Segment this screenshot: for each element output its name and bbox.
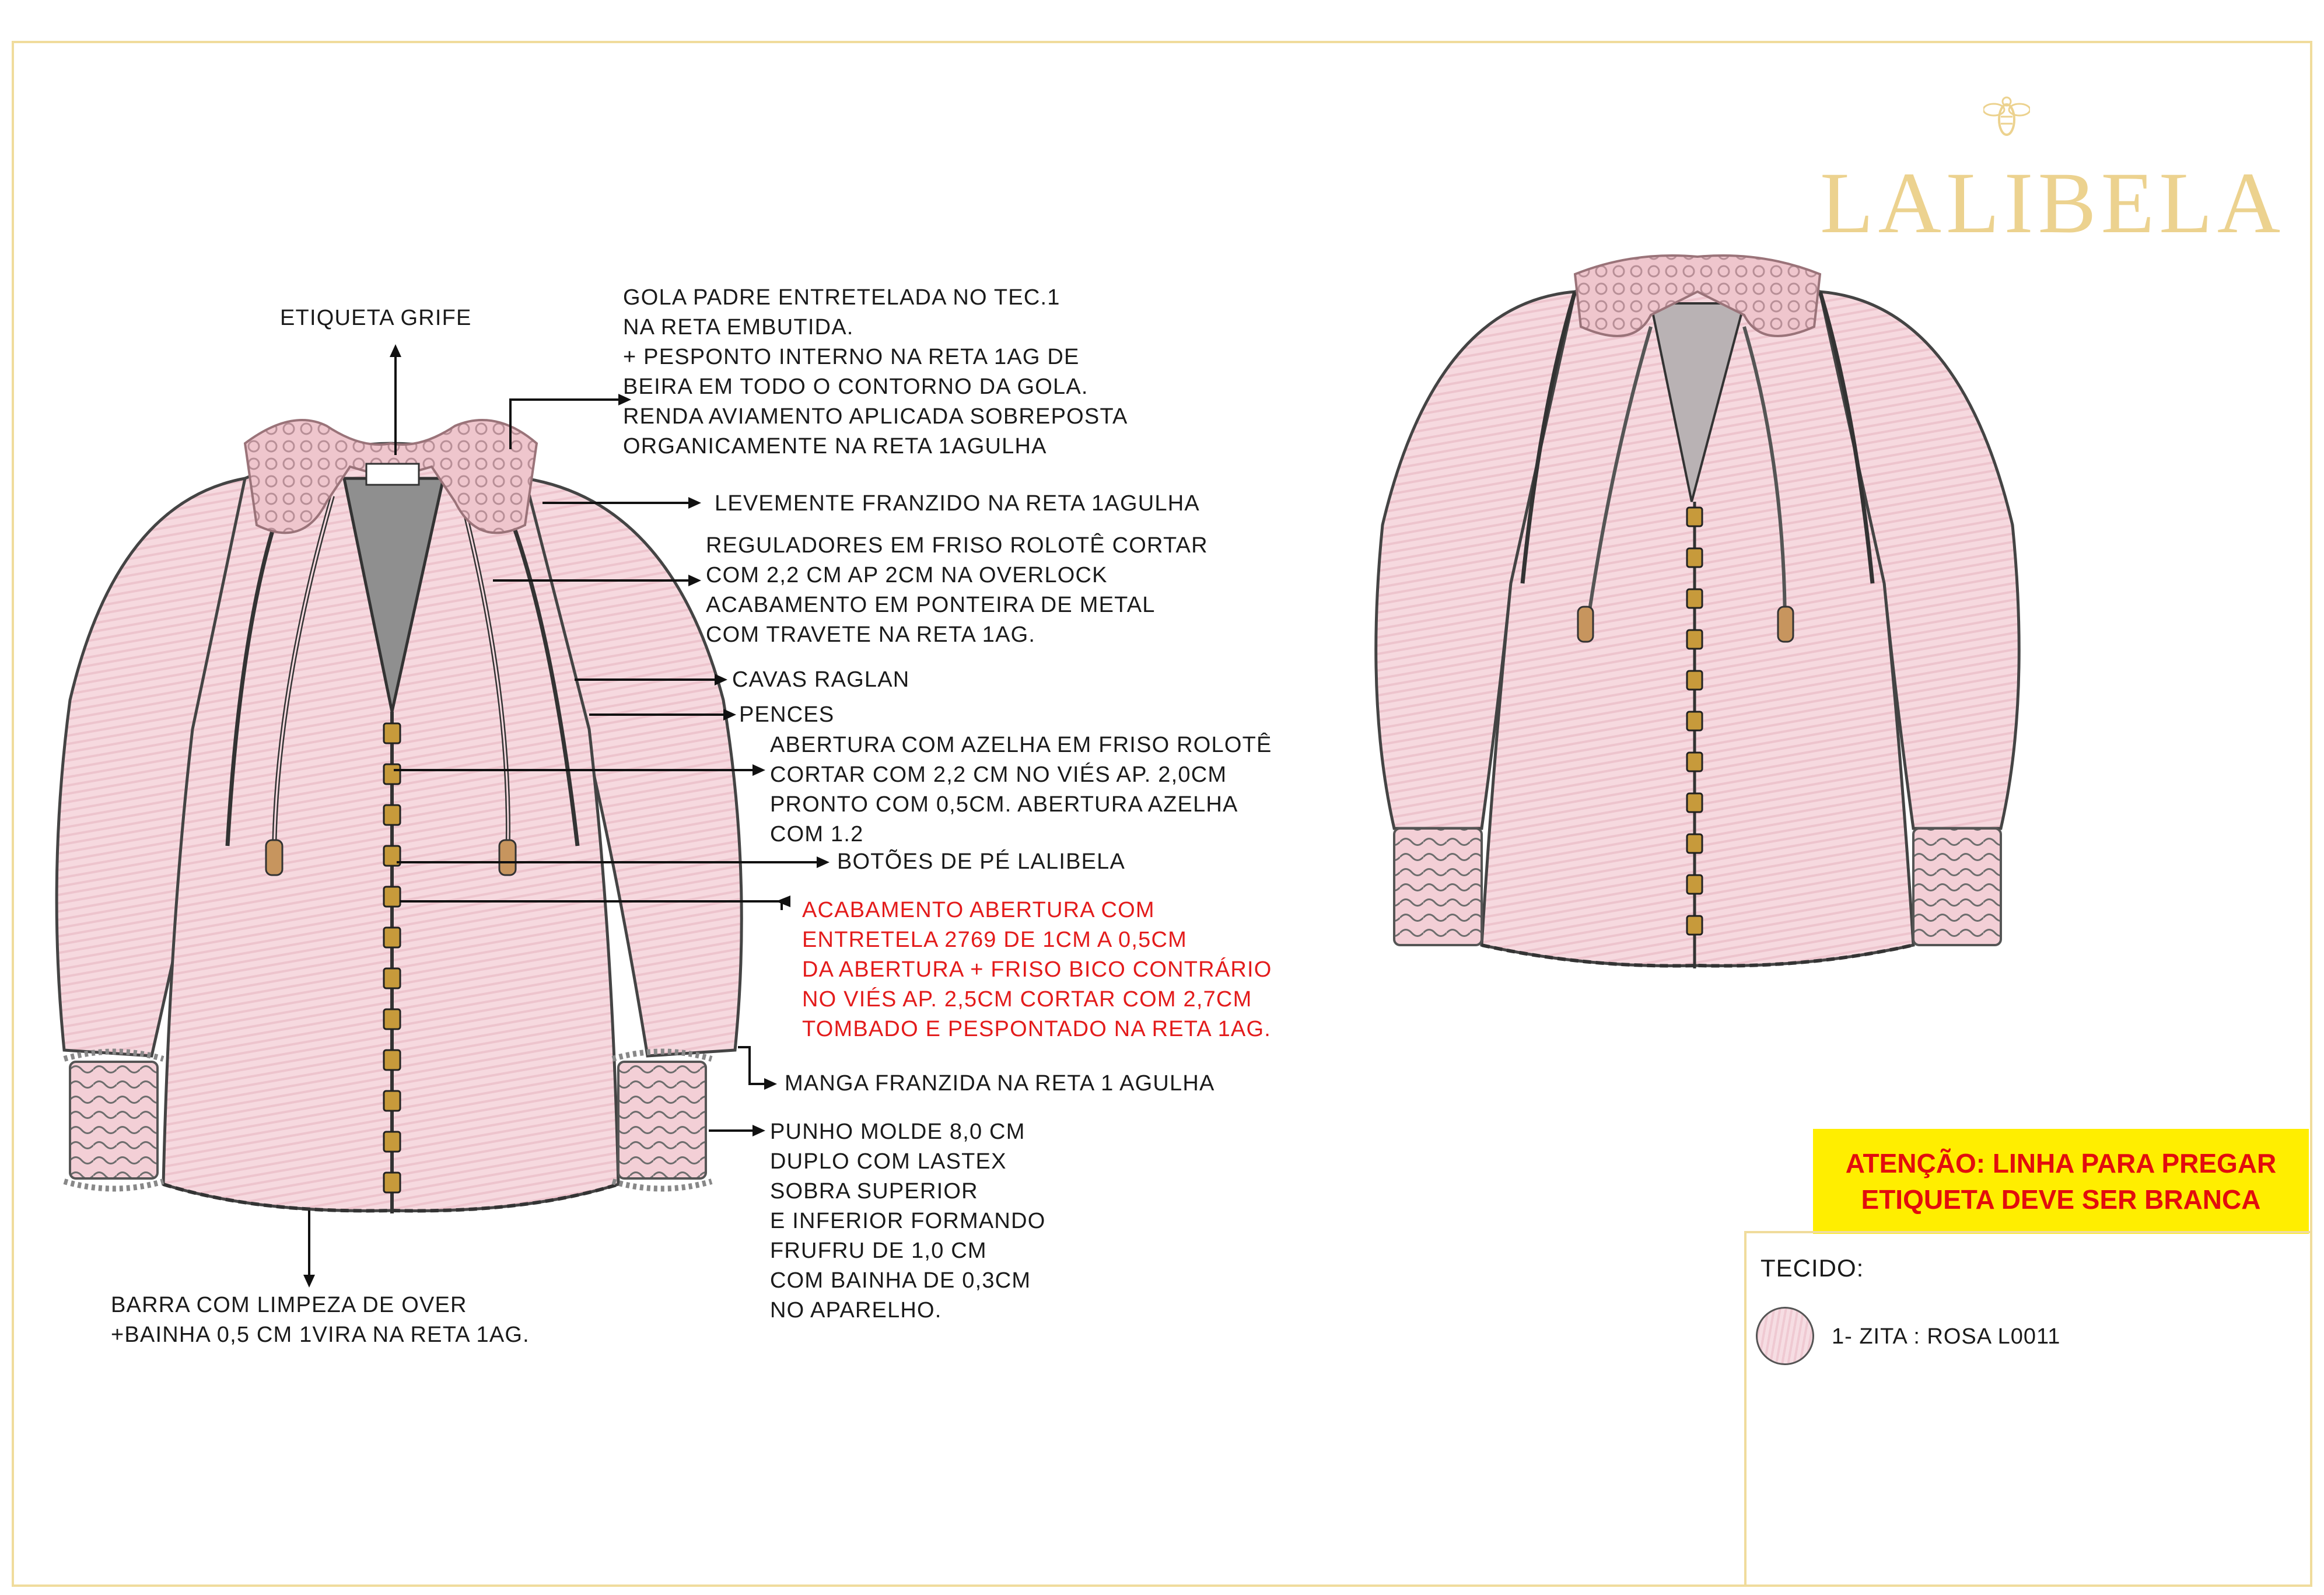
note-etiqueta-grife: ETIQUETA GRIFE bbox=[280, 306, 472, 330]
tecido-panel bbox=[1744, 1231, 2312, 1587]
back-right-cuff bbox=[1913, 828, 2001, 945]
warning-line-1: ATENÇÃO: LINHA PARA PREGAR bbox=[1845, 1148, 2277, 1178]
fabric-name: 1- ZITA : ROSA L0011 bbox=[1832, 1324, 2061, 1349]
note-cavas: CAVAS RAGLAN bbox=[732, 667, 910, 692]
note-pences: PENCES bbox=[739, 702, 835, 727]
warning-box bbox=[1813, 1129, 2309, 1234]
aglet-right bbox=[499, 840, 516, 875]
right-cuff bbox=[618, 1062, 706, 1178]
blouse-front bbox=[57, 420, 741, 1213]
note-acabamento: ACABAMENTO ABERTURA COM ENTRETELA 2769 DE 1CM A 0,5CM DA ABERTURA + FRISO BICO CONTRÁRIO NO VIÉS AP. 2,5CM CORTAR COM 2,7CM TOMBADO E PESPONTADO NA RETA 1AG. bbox=[802, 898, 1272, 1041]
note-barra: BARRA COM LIMPEZA DE OVER +BAINHA 0,5 CM 1VIRA NA RETA 1AG. bbox=[111, 1293, 530, 1347]
left-cuff bbox=[70, 1062, 158, 1178]
fabric-swatch bbox=[1756, 1307, 1814, 1365]
blouse-back bbox=[1376, 256, 2020, 968]
note-manga: MANGA FRANZIDA NA RETA 1 AGULHA bbox=[785, 1071, 1215, 1096]
warning-line-2: ETIQUETA DEVE SER BRANCA bbox=[1861, 1184, 2261, 1215]
note-punho: PUNHO MOLDE 8,0 CM DUPLO COM LASTEX SOBRA SUPERIOR E INFERIOR FORMANDO FRUFRU DE 1,0 CM COM BAINHA DE 0,3CM NO APARELHO. bbox=[770, 1120, 1046, 1323]
bee-icon bbox=[1983, 88, 2030, 146]
note-gola: GOLA PADRE ENTRETELADA NO TEC.1 NA RETA EMBUTIDA. + PESPONTO INTERNO NA RETA 1AG DE BEIRA EM TODO O CONTORNO DA GOLA. RENDA AVIAMENTO APLICADA SOBREPOSTA ORGANICAMENTE NA RETA 1AGULHA bbox=[623, 285, 1128, 459]
brand-label bbox=[366, 464, 419, 485]
note-reguladores: REGULADORES EM FRISO ROLOTÊ CORTAR COM 2,2 CM AP 2CM NA OVERLOCK ACABAMENTO EM PONTEIRA DE METAL COM TRAVETE NA RETA 1AG. bbox=[706, 533, 1208, 647]
aglet-left bbox=[266, 840, 282, 875]
note-franzido: LEVEMENTE FRANZIDO NA RETA 1AGULHA bbox=[715, 491, 1200, 516]
brand-logo: LALIBELA bbox=[1820, 155, 2286, 251]
note-abertura: ABERTURA COM AZELHA EM FRISO ROLOTÊ CORTAR COM 2,2 CM NO VIÉS AP. 2,0CM PRONTO COM 0,5CM. ABERTURA AZELHA COM 1.2 bbox=[770, 733, 1272, 847]
note-botoes: BOTÕES DE PÉ LALIBELA bbox=[837, 849, 1126, 874]
tecido-title: TECIDO: bbox=[1760, 1254, 1864, 1282]
back-left-cuff bbox=[1394, 828, 1482, 945]
